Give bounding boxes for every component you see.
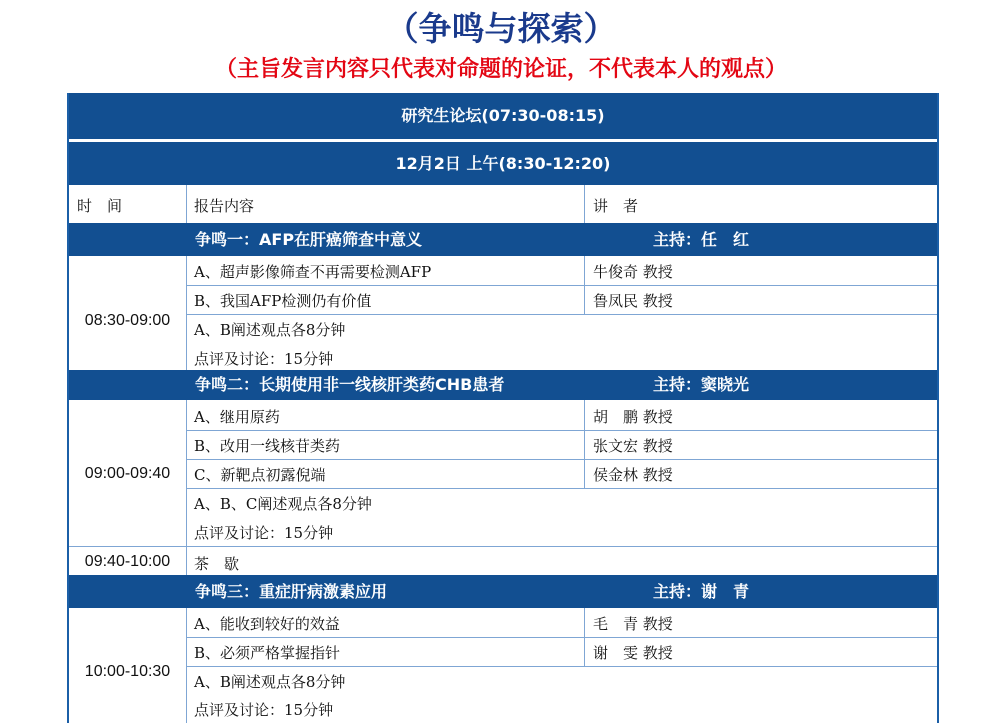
day-band — [69, 142, 937, 185]
schedule-table — [67, 93, 939, 723]
talk-speaker: 谢 雯 教授 — [593, 644, 673, 662]
section-note: A、B阐述观点各8分钟 — [194, 321, 346, 339]
column-divider — [186, 256, 187, 370]
section-band — [69, 370, 937, 400]
row-divider — [69, 546, 937, 547]
section-band — [69, 575, 937, 608]
talk-topic: A、超声影像筛查不再需要检测AFP — [194, 263, 432, 281]
talk-speaker: 胡 鹏 教授 — [593, 408, 673, 426]
section-title: 争鸣三：重症肝病激素应用 — [195, 582, 388, 601]
column-header-content: 报告内容 — [194, 197, 255, 215]
column-divider — [584, 256, 585, 314]
row-divider — [186, 285, 937, 286]
talk-topic: B、我国AFP检测仍有价值 — [194, 292, 372, 310]
talk-topic: B、改用一线核苷类药 — [194, 437, 341, 455]
talk-topic: C、新靶点初露倪端 — [194, 466, 326, 484]
column-divider — [186, 608, 187, 723]
row-divider — [186, 430, 937, 431]
page-title: （争鸣与探索） — [385, 9, 617, 48]
column-header-speaker: 讲 者 — [593, 197, 639, 215]
row-divider — [186, 314, 937, 315]
day-band-label: 12月2日 上午(8:30-12:20) — [395, 154, 611, 173]
forum-band — [69, 93, 937, 139]
talk-speaker: 侯金林 教授 — [593, 466, 673, 484]
forum-band-label: 研究生论坛(07:30-08:15) — [401, 106, 605, 125]
section-note: 点评及讨论：15分钟 — [194, 701, 334, 719]
section-host: 主持：窦晓光 — [653, 375, 750, 394]
section-host: 主持：任 红 — [653, 230, 750, 249]
section-note: 点评及讨论：15分钟 — [194, 524, 334, 542]
column-divider — [584, 608, 585, 666]
talk-speaker: 鲁凤民 教授 — [593, 292, 673, 310]
row-divider — [186, 637, 937, 638]
section-title: 争鸣一：AFP在肝癌筛查中意义 — [195, 230, 423, 249]
section-note: A、B阐述观点各8分钟 — [194, 673, 346, 691]
time-slot: 09:00-09:40 — [84, 465, 171, 482]
break-label: 茶 歇 — [194, 555, 240, 573]
talk-topic: A、继用原药 — [194, 408, 280, 426]
section-note: A、B、C阐述观点各8分钟 — [194, 495, 372, 513]
column-header-time: 时 间 — [77, 197, 123, 215]
section-note: 点评及讨论：15分钟 — [194, 350, 334, 368]
talk-speaker: 牛俊奇 教授 — [593, 263, 673, 281]
section-band — [69, 223, 937, 256]
column-divider — [186, 400, 187, 546]
time-slot: 08:30-09:00 — [84, 312, 171, 329]
talk-speaker: 毛 青 教授 — [593, 615, 673, 633]
break-time: 09:40-10:00 — [84, 553, 171, 570]
header-divider — [584, 185, 585, 223]
column-divider — [584, 400, 585, 488]
time-slot: 10:00-10:30 — [84, 663, 171, 680]
talk-topic: A、能收到较好的效益 — [194, 615, 340, 633]
row-divider — [186, 459, 937, 460]
talk-speaker: 张文宏 教授 — [593, 437, 673, 455]
column-divider — [186, 546, 187, 575]
talk-topic: B、必须严格掌握指针 — [194, 644, 341, 662]
header-divider — [186, 185, 187, 223]
disclaimer-subtitle: （主旨发言内容只代表对命题的论证，不代表本人的观点） — [214, 57, 787, 82]
section-title: 争鸣二：长期使用非一线核肝类药CHB患者 — [195, 375, 505, 394]
row-divider — [186, 666, 937, 667]
section-host: 主持：谢 青 — [653, 582, 750, 601]
row-divider — [186, 488, 937, 489]
